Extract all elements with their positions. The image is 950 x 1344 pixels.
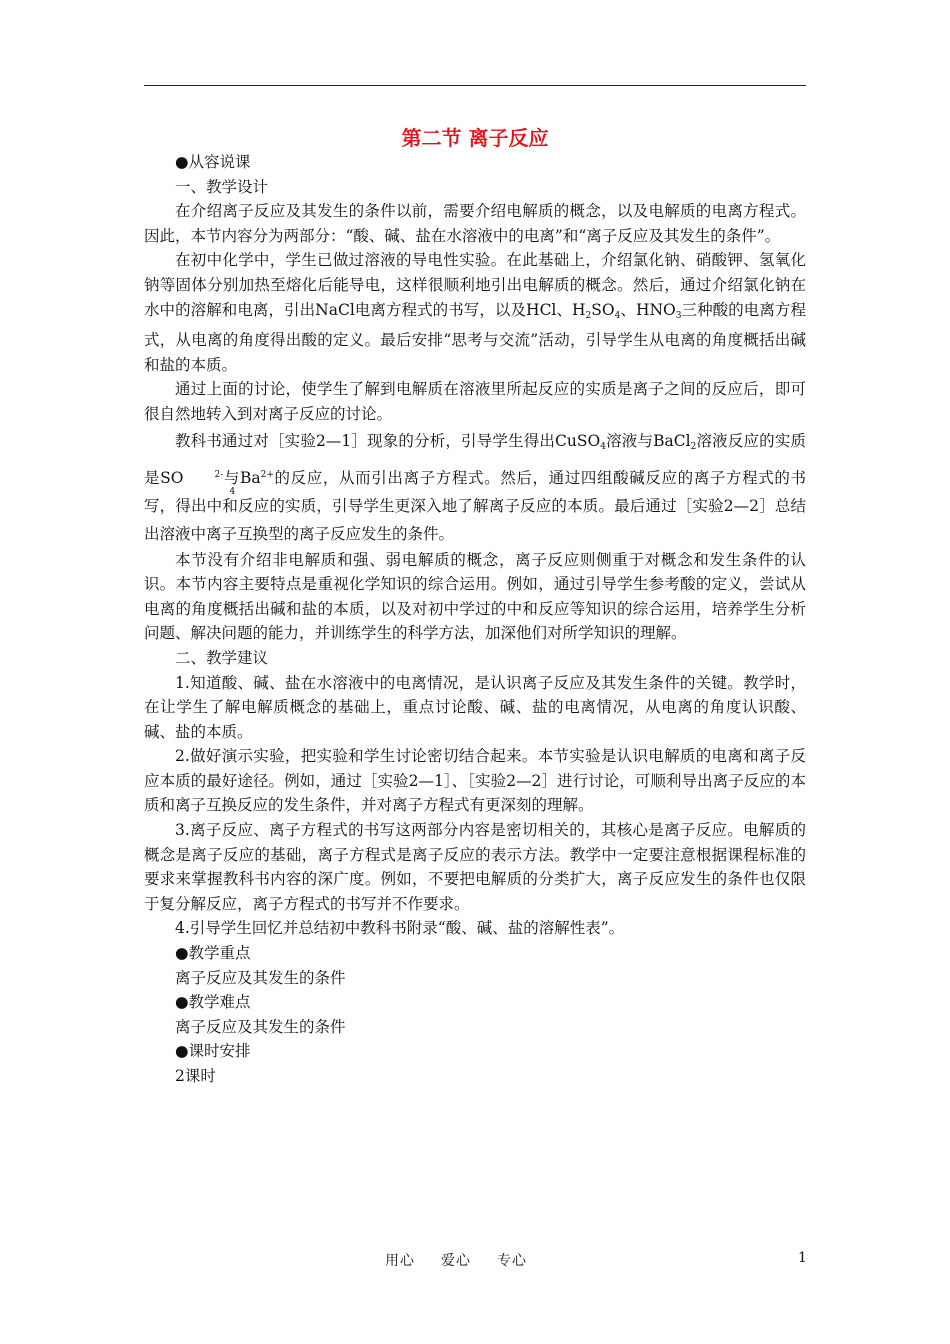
paragraph-5: 本节没有介绍非电解质和强、弱电解质的概念，离子反应则侧重于对概念和发生条件的认识。本节内容主要特点是重视化学知识的综合运用。例如，通过引导学生参考酸的定义，尝试从电离的角度概括出碱和盐的本质，以及对初中学过的中和反应等知识的综合运用，培养学生分析问题、解决问题的能力，并训练学生的科学方法，加深他们对所学知识的理解。: [144, 550, 806, 643]
footer-middle: 爱心: [441, 1253, 471, 1269]
paragraph-3: 通过上面的讨论，使学生了解到电解质在溶液里所起反应的实质是离子之间的反应后，即可很自然地转入到对离子反应的讨论。: [144, 380, 806, 423]
schedule-text: 2课时: [175, 1067, 216, 1085]
suggestion-3: 3.离子反应、离子方程式的书写这两部分内容是密切相关的，其核心是离子反应。电解质的概念是离子反应的基础，离子方程式是离子反应的表示方法。教学中一定要注意根据课程标准的要求来掌握教科书内容的深广度。例如，不要把电解质的分类扩大，离子反应发生的条件也仅限于复分解反应，离子方程式的书写并不作要求。: [144, 821, 806, 913]
section-difficult: ●教学难点: [175, 993, 251, 1012]
difficult-text: 离子反应及其发生的条件: [175, 1017, 346, 1036]
suggestion-1: 1.知道酸、碱、盐在水溶液中的电离情况，是认识离子反应及其发生条件的关键。教学时，在让学生了解电解质概念的基础上，重点讨论酸、碱、盐的电离情况，从电离的角度认识酸、碱、盐的本质。: [144, 673, 806, 741]
key-text: 离子反应及其发生的条件: [175, 968, 346, 987]
footer-left: 用心: [385, 1253, 415, 1269]
footer-right: 专心: [497, 1253, 527, 1269]
header-rule: [144, 85, 806, 86]
section-suggest: 二、教学建议: [175, 648, 269, 667]
section-key: ●教学重点: [175, 944, 251, 963]
paragraph-2: 在初中化学中，学生已做过溶液的导电性实验。在此基础上，介绍氯化钠、硝酸钾、氢氧化钠等固体分别加热至熔化后能导电，这样很顺利地引出电解质的概念。然后，通过介绍氯化钠在水中的溶解和电离，引出NaCl电离方程式的书写，以及HCl、$H_2SO_4$、$HNO_3$三种酸的电离方程式，从电离的角度得出酸的定义。最后安排“思考与交流”活动，引导学生从电离的角度概括出碱和盐的本质。: [144, 251, 806, 374]
page-number: 1: [798, 1250, 807, 1266]
suggestion-2: 2.做好演示实验，把实验和学生讨论密切结合起来。本节实验是认识电解质的电离和离子反应本质的最好途径。例如，通过［实验2—1］、［实验2—2］进行讨论，可顺利导出离子反应的本质和离子互换反应的发生条件，并对离子方程式有更深刻的理解。: [144, 747, 806, 815]
document-body: [144, 150, 806, 1089]
paragraph-1: 在介绍离子反应及其发生的条件以前，需要介绍电解质的概念，以及电解质的电离方程式。因此，本节内容分为两部分：“酸、碱、盐在水溶液中的电离”和“离子反应及其发生的条件”。: [144, 202, 806, 245]
paragraph-4: 教科书通过对［实验2—1］现象的分析，引导学生得出CuSO$_4$溶液与BaCl$_2$溶液反应的实质是SO $^{2-}$ 4 与$Ba^{2+}$的反应，从而引出离子方程式。然后，通过四组酸碱反应的离子方程式的书写，得出中和反应的实质，引导学生更深入地了解离子反应的本质。最后通过［实验2—2］总结出溶液中离子互换型的离子反应发生的条件。: [144, 431, 806, 543]
section-design: 一、教学设计: [175, 177, 269, 196]
footer-motto: [385, 1250, 553, 1270]
section-schedule: ●课时安排: [175, 1042, 251, 1061]
page-title: 第二节 离子反应: [401, 126, 549, 150]
section-shuoke: ●从容说课: [175, 153, 251, 171]
suggestion-4: 4.引导学生回忆并总结初中教科书附录“酸、碱、盐的溶解性表”。: [175, 919, 625, 938]
